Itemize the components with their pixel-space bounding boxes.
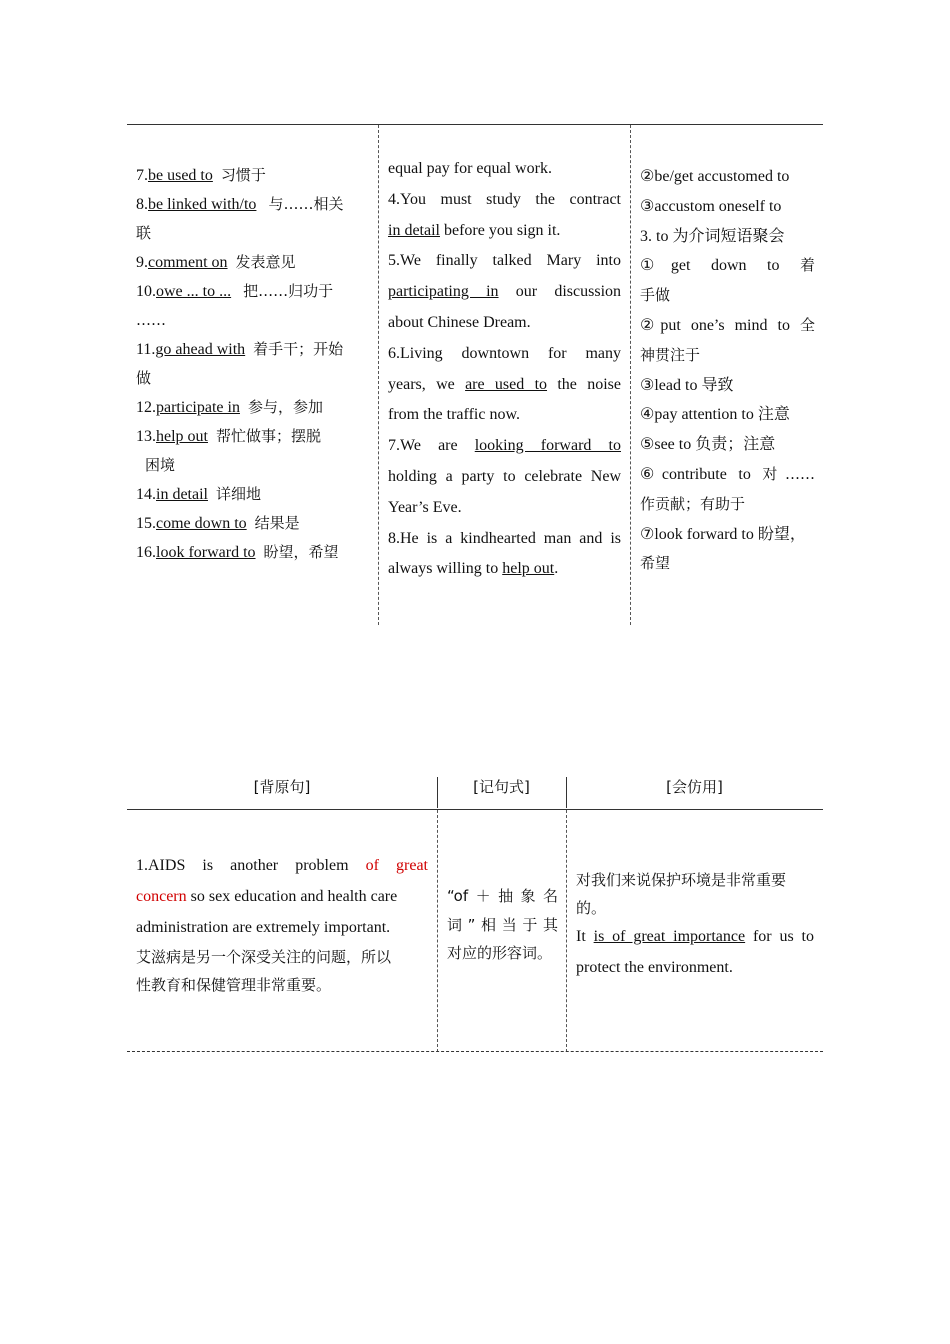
- sentence-line: 4.You must study the contract: [388, 190, 621, 208]
- column-divider-2: [630, 125, 631, 625]
- phrase-item: 10.owe ... to ... 把……归功于: [136, 282, 334, 300]
- sentence-line: from the traffic now.: [388, 406, 520, 424]
- sentence-line: 1.AIDS is another problem of great: [136, 857, 428, 874]
- related-phrases: [640, 162, 815, 579]
- related-line: ③accustom oneself to: [640, 197, 782, 215]
- phrase-item: 12.participate in 参与，参加: [136, 398, 323, 416]
- sentence-line: 5.We finally talked Mary into: [388, 252, 621, 270]
- phrase-item: 8.be linked with/to 与……相关: [136, 195, 344, 213]
- sentence-line: administration are extremely important.: [136, 918, 391, 936]
- column-divider-4: [566, 810, 567, 1052]
- phrase-item-cont: 联: [136, 224, 152, 242]
- sentence-line: participating in our discussion: [388, 283, 622, 301]
- phrase-list: [136, 161, 372, 567]
- sentence-line: concern so sex education and health care: [136, 887, 398, 905]
- phrase-item: 13.help out 帮忙做事；摆脱: [136, 427, 322, 445]
- phrase-item: 14.in detail 详细地: [136, 485, 261, 503]
- translation-line: 的。: [576, 899, 607, 917]
- phrase-item: 9.comment on 发表意见: [136, 253, 296, 271]
- sentence-line: 8.He is a kindhearted man and is: [388, 529, 621, 547]
- phrase-item: 11.go ahead with 着手干；开始: [136, 340, 344, 358]
- header-imitate-use: [会仿用]: [666, 778, 723, 796]
- related-line: ②put one’s mind to 全: [640, 315, 815, 334]
- phrase-item-cont: 做: [136, 369, 152, 387]
- column-divider-1: [378, 125, 379, 625]
- translation-line: 性教育和保健管理非常重要。: [136, 976, 332, 995]
- related-line: ①get down to 着: [640, 256, 816, 275]
- pattern-line: 对应的形容词。: [447, 944, 553, 962]
- phrase-item: 16.look forward to 盼望，希望: [136, 543, 339, 561]
- phrase-item-cont: 困境: [145, 456, 176, 474]
- sentence-line: in detail before you sign it.: [388, 221, 561, 239]
- related-line: ⑦look forward to 盼望，: [640, 525, 806, 543]
- translation-line: 对我们来说保护环境是非常重要: [576, 871, 787, 889]
- translation-line: 艾滋病是另一个深受关注的问题，所以: [136, 948, 392, 967]
- sentence-line: 7.We are looking forward to: [388, 437, 621, 455]
- related-line: ⑤see to 负责；注意: [640, 436, 776, 454]
- related-line: ③lead to 导致: [640, 376, 734, 394]
- related-line: ④pay attention to 注意: [640, 406, 790, 424]
- related-line-cont: 希望: [640, 554, 671, 573]
- phrase-item: 15.come down to 结果是: [136, 514, 300, 532]
- header-remember-pattern: [记句式]: [473, 778, 530, 796]
- phrase-item-cont: ……: [136, 311, 166, 329]
- related-line-cont: 作贡献；有助于: [640, 494, 746, 513]
- related-line-cont: 手做: [640, 286, 671, 305]
- related-line-cont: 神贯注于: [640, 345, 701, 364]
- sentence-line: holding a party to celebrate New: [388, 467, 621, 485]
- related-line: 3. to 为介词短语聚会: [640, 227, 785, 245]
- sentence-line: protect the environment.: [576, 958, 733, 976]
- column-divider-3: [437, 810, 438, 1052]
- original-sentence: [136, 851, 428, 999]
- sentence-line: about Chinese Dream.: [388, 313, 531, 331]
- bottom-rule: [127, 1051, 823, 1052]
- top-rule: [127, 124, 823, 125]
- related-line: ②be/get accustomed to: [640, 168, 790, 185]
- sentence-line: always willing to help out.: [388, 560, 559, 578]
- pattern-note: [447, 882, 558, 968]
- header-divider-1: [437, 777, 438, 808]
- sentence-line: equal pay for equal work.: [388, 160, 552, 177]
- pattern-line: “of＋抽象名: [447, 887, 558, 905]
- imitation-sentence: [576, 866, 814, 984]
- example-sentences: [388, 154, 621, 585]
- related-line: ⑥contribute to 对……: [640, 464, 816, 483]
- sentence-line: It is of great importance for us to: [576, 928, 814, 945]
- phrase-item: 7.be used to 习惯于: [136, 166, 266, 184]
- header-rule: [127, 809, 823, 810]
- pattern-line: 词”相当于其: [447, 915, 558, 934]
- sentence-line: Year’s Eve.: [388, 498, 462, 516]
- sentence-line: years, we are used to the noise: [388, 375, 622, 393]
- header-recite-sentence: [背原句]: [253, 778, 311, 796]
- sentence-line: 6.Living downtown for many: [388, 344, 621, 362]
- header-divider-2: [566, 777, 567, 808]
